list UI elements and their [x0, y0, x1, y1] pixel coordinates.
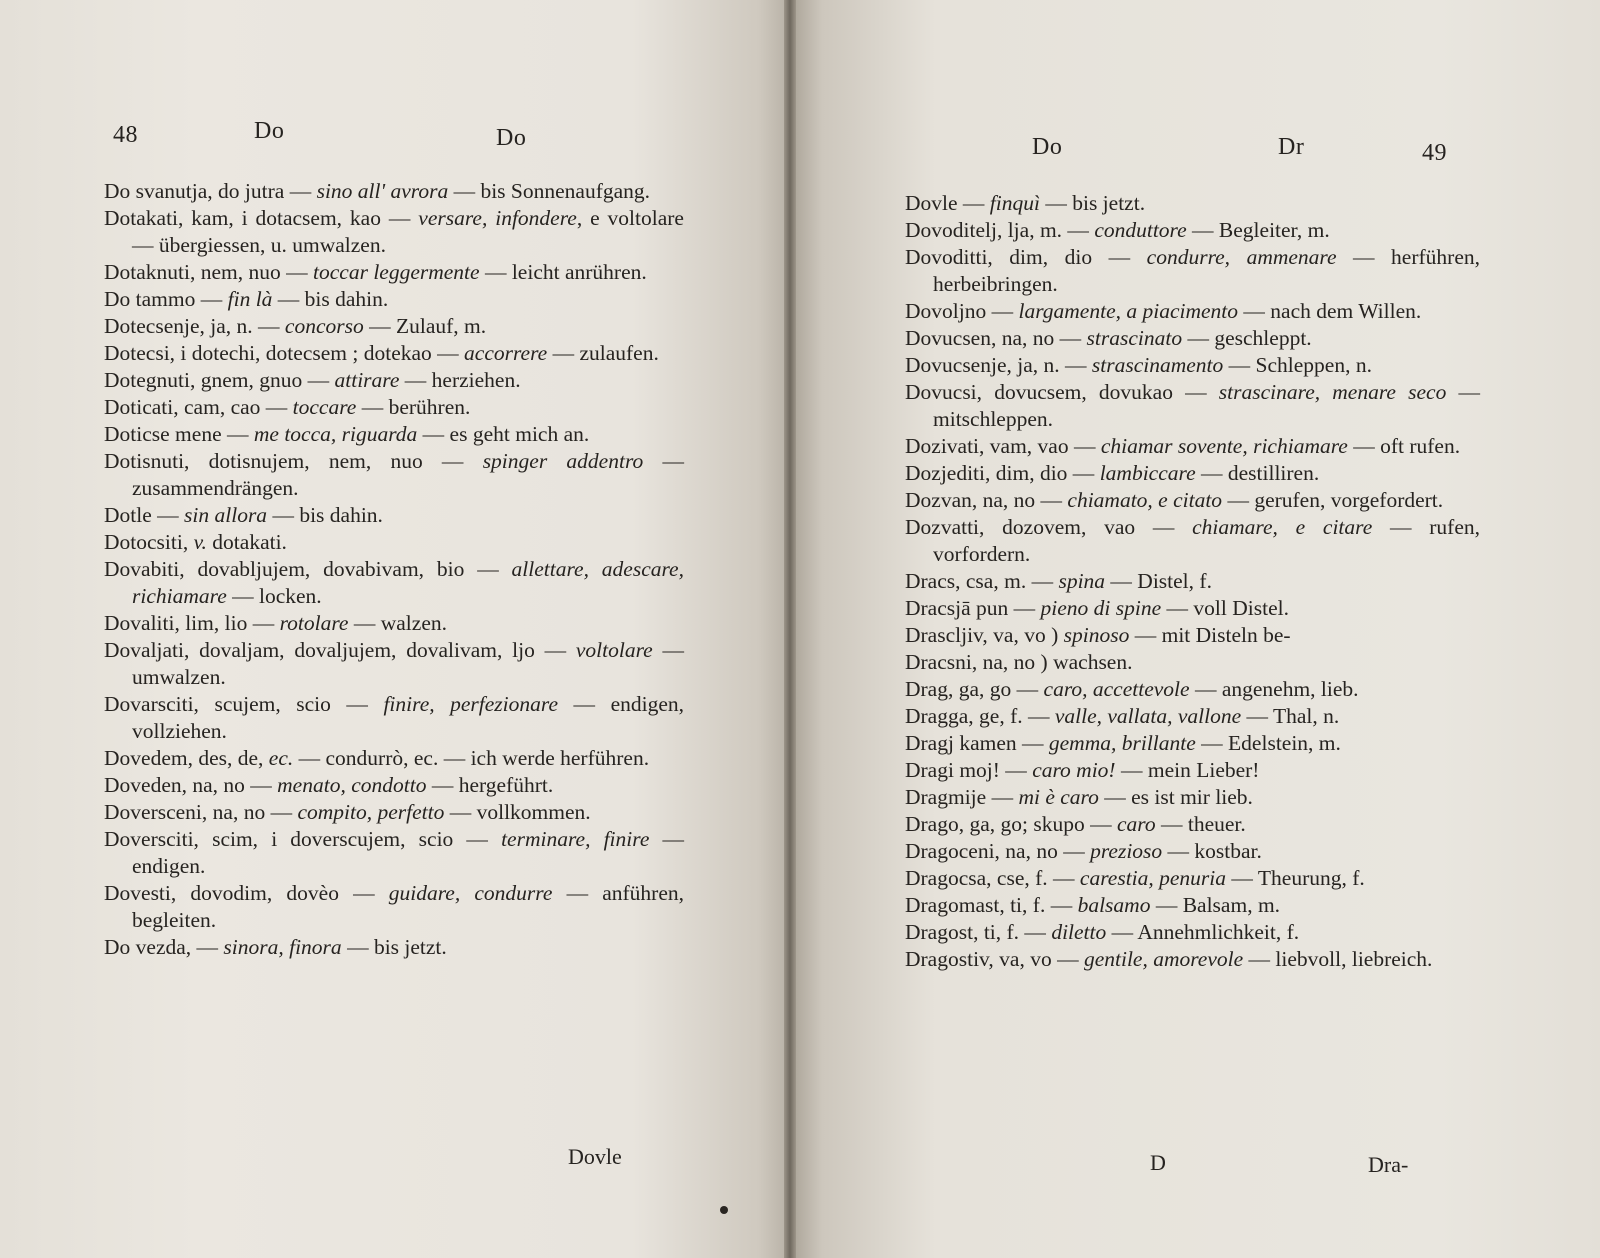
entry-german: — voll Distel.	[1161, 596, 1289, 620]
entry-italian: prezioso	[1090, 839, 1163, 863]
dictionary-entry	[905, 514, 1480, 568]
entry-german: — Edelstein, m.	[1195, 731, 1341, 755]
entry-headword: Dozjediti, dim, dio —	[905, 461, 1100, 485]
entry-italian: balsamo	[1077, 893, 1151, 917]
entry-italian: strascinamento	[1091, 353, 1224, 377]
entry-headword: Do svanutja, do jutra —	[104, 179, 317, 203]
entry-headword: Dovedem, des, de,	[104, 746, 269, 770]
entry-headword: Doticati, cam, cao —	[104, 395, 293, 419]
entry-german: — es ist mir lieb.	[1098, 785, 1253, 809]
entry-german: — zusammendrängen.	[132, 449, 685, 500]
entry-headword: Dovle —	[905, 191, 990, 215]
entry-german: — Begleiter, m.	[1186, 218, 1330, 242]
entry-italian: gentile, amorevole	[1083, 947, 1244, 971]
entry-german: — herziehen.	[399, 368, 521, 392]
entry-italian: spina	[1058, 569, 1106, 593]
dictionary-entry	[104, 934, 684, 961]
entry-german: , e voltolare — übergiessen, u. umwalzen.	[132, 206, 684, 257]
entry-italian: me tocca, riguarda	[253, 422, 418, 446]
entry-german: — angenehm, lieb.	[1189, 677, 1359, 701]
entry-german: — umwalzen.	[132, 638, 684, 689]
entry-italian: ec.	[268, 746, 294, 770]
dictionary-entry	[104, 367, 684, 394]
entry-italian: voltolare	[575, 638, 653, 662]
catchword: Dovle	[568, 1144, 622, 1169]
entry-german: — berühren.	[356, 395, 471, 419]
entry-italian: caro, accettevole	[1043, 677, 1190, 701]
entry-italian: condurre, ammenare	[1146, 245, 1337, 269]
dictionary-entry	[905, 676, 1480, 703]
dictionary-entry	[104, 313, 684, 340]
entry-headword: Dragomast, ti, f. —	[905, 893, 1078, 917]
entry-german: — endigen, vollziehen.	[132, 692, 684, 743]
entry-italian: strascinare, menare seco	[1218, 380, 1447, 404]
entry-headword: Drago, ga, go; skupo —	[905, 812, 1117, 836]
entry-headword: Dovucsenje, ja, n. —	[905, 353, 1092, 377]
running-head-right: Do	[496, 125, 527, 151]
dictionary-entry	[905, 595, 1480, 622]
ink-spot	[720, 1206, 728, 1214]
entry-german: — oft rufen.	[1347, 434, 1461, 458]
entry-german: — destilliren.	[1195, 461, 1320, 485]
entry-italian: finquì	[989, 191, 1040, 215]
entry-headword: Dragost, ti, f. —	[905, 920, 1052, 944]
entry-headword: Doveden, na, no —	[104, 773, 278, 797]
dictionary-entry	[104, 448, 684, 502]
entry-italian: compito, perfetto	[297, 800, 445, 824]
entry-german: — endigen.	[132, 827, 685, 878]
entry-headword: Dovoljno —	[905, 299, 1019, 323]
dictionary-column	[104, 178, 684, 961]
dictionary-entry	[905, 946, 1480, 973]
entry-german: — locken.	[226, 584, 322, 608]
entry-italian: lambiccare	[1099, 461, 1196, 485]
dictionary-entry	[104, 178, 684, 205]
entry-headword: Dozvan, na, no —	[905, 488, 1068, 512]
entry-italian: menato, condotto	[277, 773, 427, 797]
entry-german: — walzen.	[348, 611, 447, 635]
entry-headword: Dovesti, dovodim, dovèo —	[104, 881, 389, 905]
entry-italian: gemma, brillante	[1048, 731, 1196, 755]
page-number: 49	[1422, 140, 1447, 166]
dictionary-entry	[104, 421, 684, 448]
entry-headword: Dovaljati, dovaljam, dovaljujem, dovalivam, ljo —	[104, 638, 576, 662]
dictionary-entry	[905, 487, 1480, 514]
dictionary-entry	[905, 190, 1480, 217]
entry-headword: Dragj kamen —	[905, 731, 1049, 755]
dictionary-entry	[104, 529, 684, 556]
entry-headword: Dovoditti, dim, dio —	[905, 245, 1147, 269]
entry-italian: caro mio!	[1032, 758, 1116, 782]
entry-headword: Doticse mene —	[104, 422, 254, 446]
entry-german: — bis Sonnenaufgang.	[448, 179, 651, 203]
dictionary-entry	[905, 838, 1480, 865]
dictionary-entry	[104, 826, 684, 880]
entry-headword: Dozivati, vam, vao —	[905, 434, 1101, 458]
dictionary-entry	[905, 298, 1480, 325]
dictionary-entry	[905, 703, 1480, 730]
entry-german: — Balsam, m.	[1150, 893, 1281, 917]
running-head-left: Do	[254, 118, 285, 144]
entry-headword: Dovoditelj, lja, m. —	[905, 218, 1095, 242]
entry-headword: Dotegnuti, gnem, gnuo —	[104, 368, 335, 392]
entry-headword: Dotecsi, i dotechi, dotecsem ; dotekao —	[104, 341, 465, 365]
dictionary-entry	[905, 730, 1480, 757]
entry-german: — hergeführt.	[426, 773, 554, 797]
dictionary-entry	[104, 340, 684, 367]
entry-german: — herführen, herbeibringen.	[933, 245, 1480, 296]
entry-italian: concorso	[284, 314, 364, 338]
dictionary-entry	[905, 919, 1480, 946]
running-head-left: Do	[1032, 134, 1063, 160]
entry-headword: Dovarsciti, scujem, scio —	[104, 692, 384, 716]
dictionary-entry	[905, 244, 1480, 298]
entry-headword: Drag, ga, go —	[905, 677, 1044, 701]
dictionary-entry	[905, 784, 1480, 811]
dictionary-entry	[104, 637, 684, 691]
dictionary-entry	[905, 811, 1480, 838]
running-head-right: Dr	[1278, 134, 1305, 160]
entry-headword: Doversceni, na, no —	[104, 800, 298, 824]
signature-mark: D	[1150, 1150, 1166, 1175]
dictionary-entry	[104, 880, 684, 934]
entry-headword: Do tammo —	[104, 287, 228, 311]
entry-headword: Dragi moj! —	[905, 758, 1033, 782]
dictionary-entry	[905, 379, 1480, 433]
dictionary-entry	[905, 892, 1480, 919]
entry-german: — rufen, vorfordern.	[933, 515, 1480, 566]
entry-german: — Thal, n.	[1241, 704, 1340, 728]
entry-headword: Dotisnuti, dotisnujem, nem, nuo —	[104, 449, 483, 473]
entry-german: — gerufen, vorgefordert.	[1222, 488, 1444, 512]
dictionary-entry	[905, 217, 1480, 244]
entry-headword: Dovucsen, na, no —	[905, 326, 1087, 350]
dictionary-entry	[905, 433, 1480, 460]
dictionary-entry	[104, 610, 684, 637]
entry-italian: chiamato, e citato	[1067, 488, 1223, 512]
entry-italian: v.	[193, 530, 207, 554]
entry-italian: finire, perfezionare	[383, 692, 559, 716]
entry-german: — anführen, begleiten.	[132, 881, 685, 932]
entry-german: — geschleppt.	[1182, 326, 1312, 350]
entry-german: — zulaufen.	[547, 341, 659, 365]
entry-headword: Dracsjā pun —	[905, 596, 1041, 620]
entry-italian: attirare	[334, 368, 400, 392]
right-page	[790, 0, 1600, 1258]
entry-italian: rotolare	[279, 611, 349, 635]
entry-german: wachsen.	[1053, 650, 1133, 674]
entry-italian: mi è caro	[1018, 785, 1099, 809]
entry-italian: chiamare, e citare	[1192, 515, 1373, 539]
entry-german: — leicht anrühren.	[479, 260, 647, 284]
entry-headword: Doversciti, scim, i doverscujem, scio —	[104, 827, 502, 851]
dictionary-entry	[905, 649, 1480, 676]
entry-german: — kostbar.	[1162, 839, 1262, 863]
entry-german: dotakati.	[206, 530, 287, 554]
dictionary-entry	[104, 286, 684, 313]
dictionary-entry	[104, 394, 684, 421]
entry-headword: Dotaknuti, nem, nuo —	[104, 260, 314, 284]
entry-italian: sino all' avrora	[316, 179, 449, 203]
entry-italian: guidare, condurre	[388, 881, 553, 905]
entry-headword: Dovaliti, lim, lio —	[104, 611, 280, 635]
entry-italian: fin là	[227, 287, 273, 311]
dictionary-entry	[104, 745, 684, 772]
dictionary-entry	[104, 556, 684, 610]
entry-headword: Dragoceni, na, no —	[905, 839, 1091, 863]
entry-headword: Dragmije —	[905, 785, 1019, 809]
entry-italian: sinora, finora	[223, 935, 342, 959]
entry-german: — es geht mich an.	[417, 422, 590, 446]
entry-german: — bis dahin.	[267, 503, 383, 527]
dictionary-entry	[104, 205, 684, 259]
entry-german: — condurrò, ec. — ich werde herführen.	[293, 746, 650, 770]
entry-headword: Dracsni, na, no )	[905, 650, 1054, 674]
dictionary-entry	[104, 799, 684, 826]
dictionary-entry	[905, 757, 1480, 784]
dictionary-entry	[905, 325, 1480, 352]
dictionary-entry	[905, 352, 1480, 379]
entry-italian: valle, vallata, vallone	[1054, 704, 1242, 728]
entry-german: — mit Disteln be-	[1129, 623, 1291, 647]
book-gutter	[784, 0, 796, 1258]
entry-headword: Dotecsenje, ja, n. —	[104, 314, 285, 338]
entry-headword: Dozvatti, dozovem, vao —	[905, 515, 1193, 539]
entry-german: — bis jetzt.	[341, 935, 447, 959]
entry-italian: spinoso	[1063, 623, 1130, 647]
entry-italian: terminare, finire	[501, 827, 650, 851]
dictionary-entry	[104, 772, 684, 799]
dictionary-entry	[905, 460, 1480, 487]
entry-headword: Dotakati, kam, i dotacsem, kao —	[104, 206, 419, 230]
entry-german: — mein Lieber!	[1115, 758, 1260, 782]
entry-german: — Schleppen, n.	[1223, 353, 1372, 377]
entry-german: — bis dahin.	[272, 287, 389, 311]
entry-headword: Dovucsi, dovucsem, dovukao —	[905, 380, 1219, 404]
entry-italian: versare, infondere	[418, 206, 577, 230]
entry-italian: accorrere	[464, 341, 548, 365]
entry-german: — Distel, f.	[1105, 569, 1212, 593]
entry-headword: Dotle —	[104, 503, 185, 527]
entry-italian: diletto	[1051, 920, 1107, 944]
entry-german: — nach dem Willen.	[1238, 299, 1422, 323]
entry-headword: Drascljiv, va, vo )	[905, 623, 1064, 647]
entry-german: — Zulauf, m.	[363, 314, 487, 338]
entry-headword: Dragga, ge, f. —	[905, 704, 1055, 728]
entry-headword: Dragocsa, cse, f. —	[905, 866, 1080, 890]
left-page	[0, 0, 790, 1258]
dictionary-entry	[104, 502, 684, 529]
entry-german: — vollkommen.	[444, 800, 591, 824]
catchword: Dra-	[1368, 1152, 1409, 1177]
entry-italian: strascinato	[1086, 326, 1183, 350]
entry-italian: conduttore	[1094, 218, 1187, 242]
entry-italian: chiamar sovente, richiamare	[1100, 434, 1348, 458]
dictionary-entry	[104, 259, 684, 286]
entry-german: — bis jetzt.	[1039, 191, 1146, 215]
entry-headword: Dovabiti, dovabljujem, dovabivam, bio —	[104, 557, 512, 581]
entry-italian: toccare	[292, 395, 357, 419]
dictionary-entry	[905, 568, 1480, 595]
entry-italian: allettare, adescare, richiamare	[132, 557, 684, 608]
entry-headword: Dotocsiti,	[104, 530, 194, 554]
page-number: 48	[113, 122, 138, 148]
entry-headword: Do vezda, —	[104, 935, 224, 959]
dictionary-entry	[905, 622, 1480, 649]
entry-italian: carestia, penuria	[1079, 866, 1227, 890]
entry-german: — mitschleppen.	[933, 380, 1480, 431]
entry-italian: spinger addentro	[482, 449, 644, 473]
entry-german: — Theurung, f.	[1226, 866, 1365, 890]
dictionary-entry	[905, 865, 1480, 892]
dictionary-column	[905, 190, 1480, 973]
entry-headword: Dragostiv, va, vo —	[905, 947, 1084, 971]
entry-italian: caro	[1117, 812, 1156, 836]
entry-german: — theuer.	[1155, 812, 1246, 836]
entry-german: — liebvoll, liebreich.	[1243, 947, 1433, 971]
dictionary-entry	[104, 691, 684, 745]
entry-italian: sin allora	[184, 503, 268, 527]
entry-italian: toccar leggermente	[313, 260, 480, 284]
entry-italian: largamente, a piacimento	[1018, 299, 1239, 323]
entry-german: — Annehmlichkeit, f.	[1106, 920, 1300, 944]
entry-italian: pieno di spine	[1040, 596, 1162, 620]
entry-headword: Dracs, csa, m. —	[905, 569, 1059, 593]
